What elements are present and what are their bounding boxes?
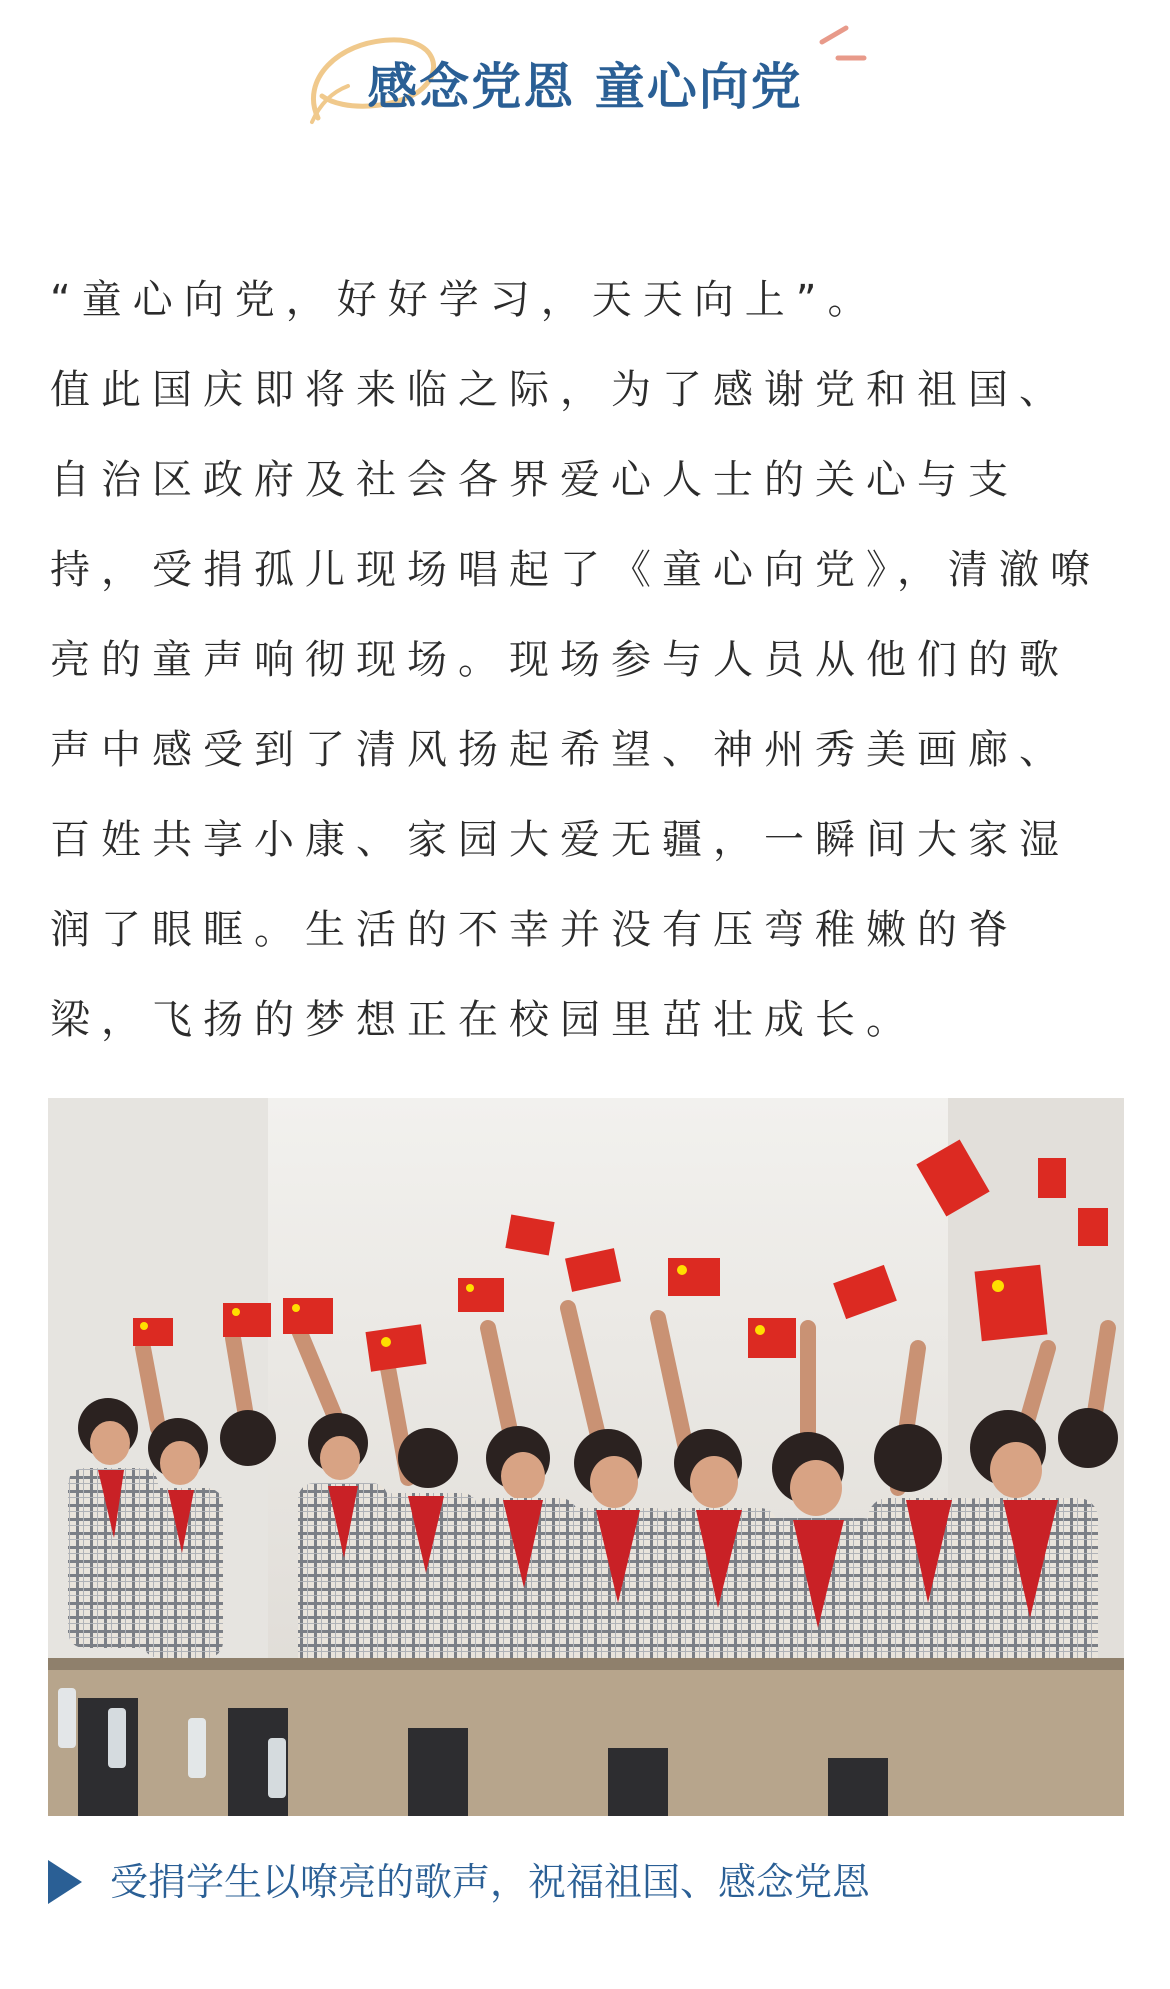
caption-triangle-icon [48, 1860, 82, 1904]
photo-caption [48, 1852, 1128, 1912]
children-waving-flags-illustration [48, 1098, 1124, 1816]
caption-text: 受捐学生以嘹亮的歌声，祝福祖国、感念党恩 [110, 1860, 871, 1904]
article-photo [48, 1098, 1124, 1816]
article-body [50, 255, 1120, 1065]
section-header [0, 0, 1170, 150]
article-paragraph: 值此国庆即将来临之际，为了感谢党和祖国、自治区政府及社会各界爱心人士的关心与支持，受捐孤儿现场唱起了《童心向党》，清澈嘹亮的童声响彻现场。现场参与人员从他们的歌声中感受到了清风扬起希望、神州秀美画廊、百姓共享小康、家园大爱无疆，一瞬间大家湿润了眼眶。生活的不幸并没有压弯稚嫩的脊梁，飞扬的梦想正在校园里茁壮成长。 [50, 367, 1101, 1043]
article-paragraph: “童心向党，好好学习，天天向上”。 [50, 277, 879, 323]
section-title: 感念党恩 童心向党 [367, 58, 803, 116]
